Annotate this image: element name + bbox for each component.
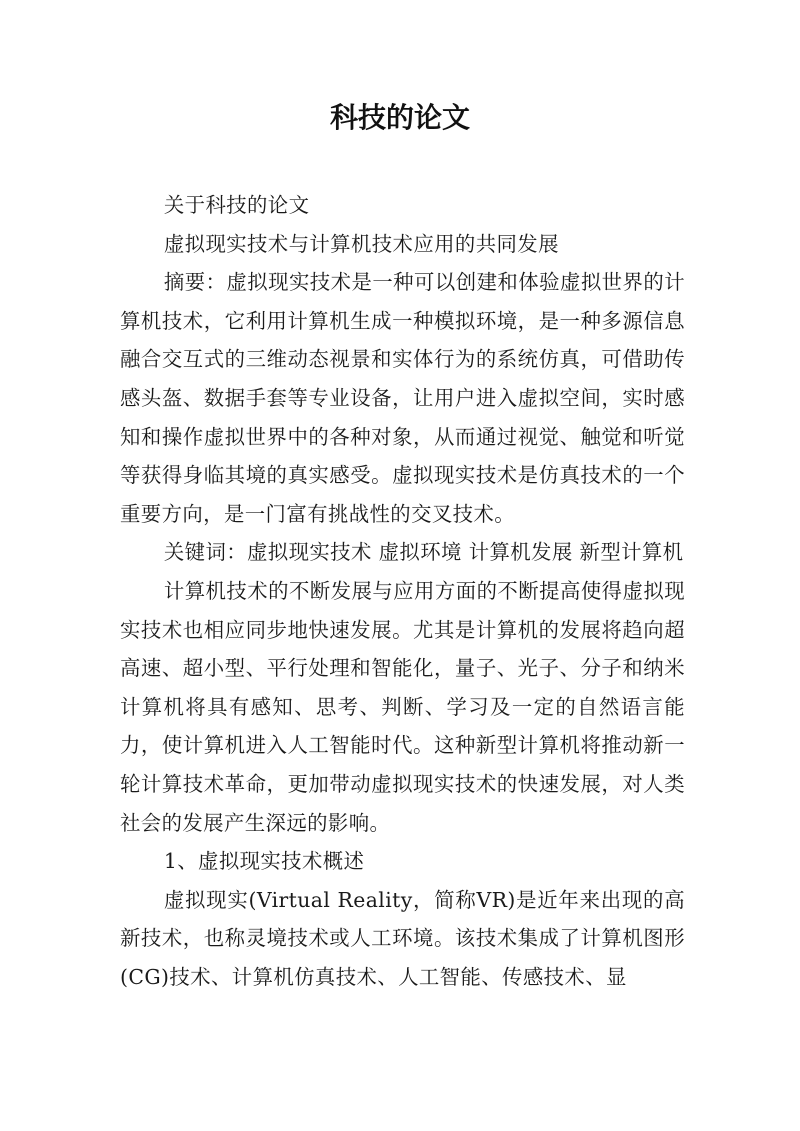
paragraph-abstract: 摘要：虚拟现实技术是一种可以创建和体验虚拟世界的计算机技术，它利用计算机生成一种模拟环境，是一种多源信息融合交互式的三维动态视景和实体行为的系统仿真，可借助传感头盔、数据手套等专业设备，让用户进入虚拟空间，实时感知和操作虚拟世界中的各种对象，从而通过视觉、触觉和听觉等获得身临其境的真实感受。虚拟现实技术是仿真技术的一个重要方向，是一门富有挑战性的交叉技术。 [120,270,685,526]
paragraph-keywords: 关键词：虚拟现实技术 虚拟环境 计算机发展 新型计算机 [163,540,684,565]
document-title: 科技的论文 [329,101,470,134]
document-body [120,186,685,996]
paragraph-introduction: 计算机技术的不断发展与应用方面的不断提高使得虚拟现实技术也相应同步地快速发展。尤其是计算机的发展将趋向超高速、超小型、平行处理和智能化，量子、光子、分子和纳米计算机将具有感知、思考、判断、学习及一定的自然语言能力，使计算机进入人工智能时代。这种新型计算机将推动新一轮计算技术革命，更加带动虚拟现实技术的快速发展，对人类社会的发展产生深远的影响。 [120,578,685,835]
paragraph-paper-title: 虚拟现实技术与计算机技术应用的共同发展 [163,231,559,256]
section-heading-vr-overview: 1、虚拟现实技术概述 [163,849,365,874]
paragraph-subject: 关于科技的论文 [163,193,310,217]
paragraph-vr-definition: 虚拟现实(Virtual Reality，简称VR)是近年来出现的高新技术，也称灵境技术或人工环境。该技术集成了计算机图形(CG)技术、计算机仿真技术、人工智能、传感技术、显 [120,887,685,989]
